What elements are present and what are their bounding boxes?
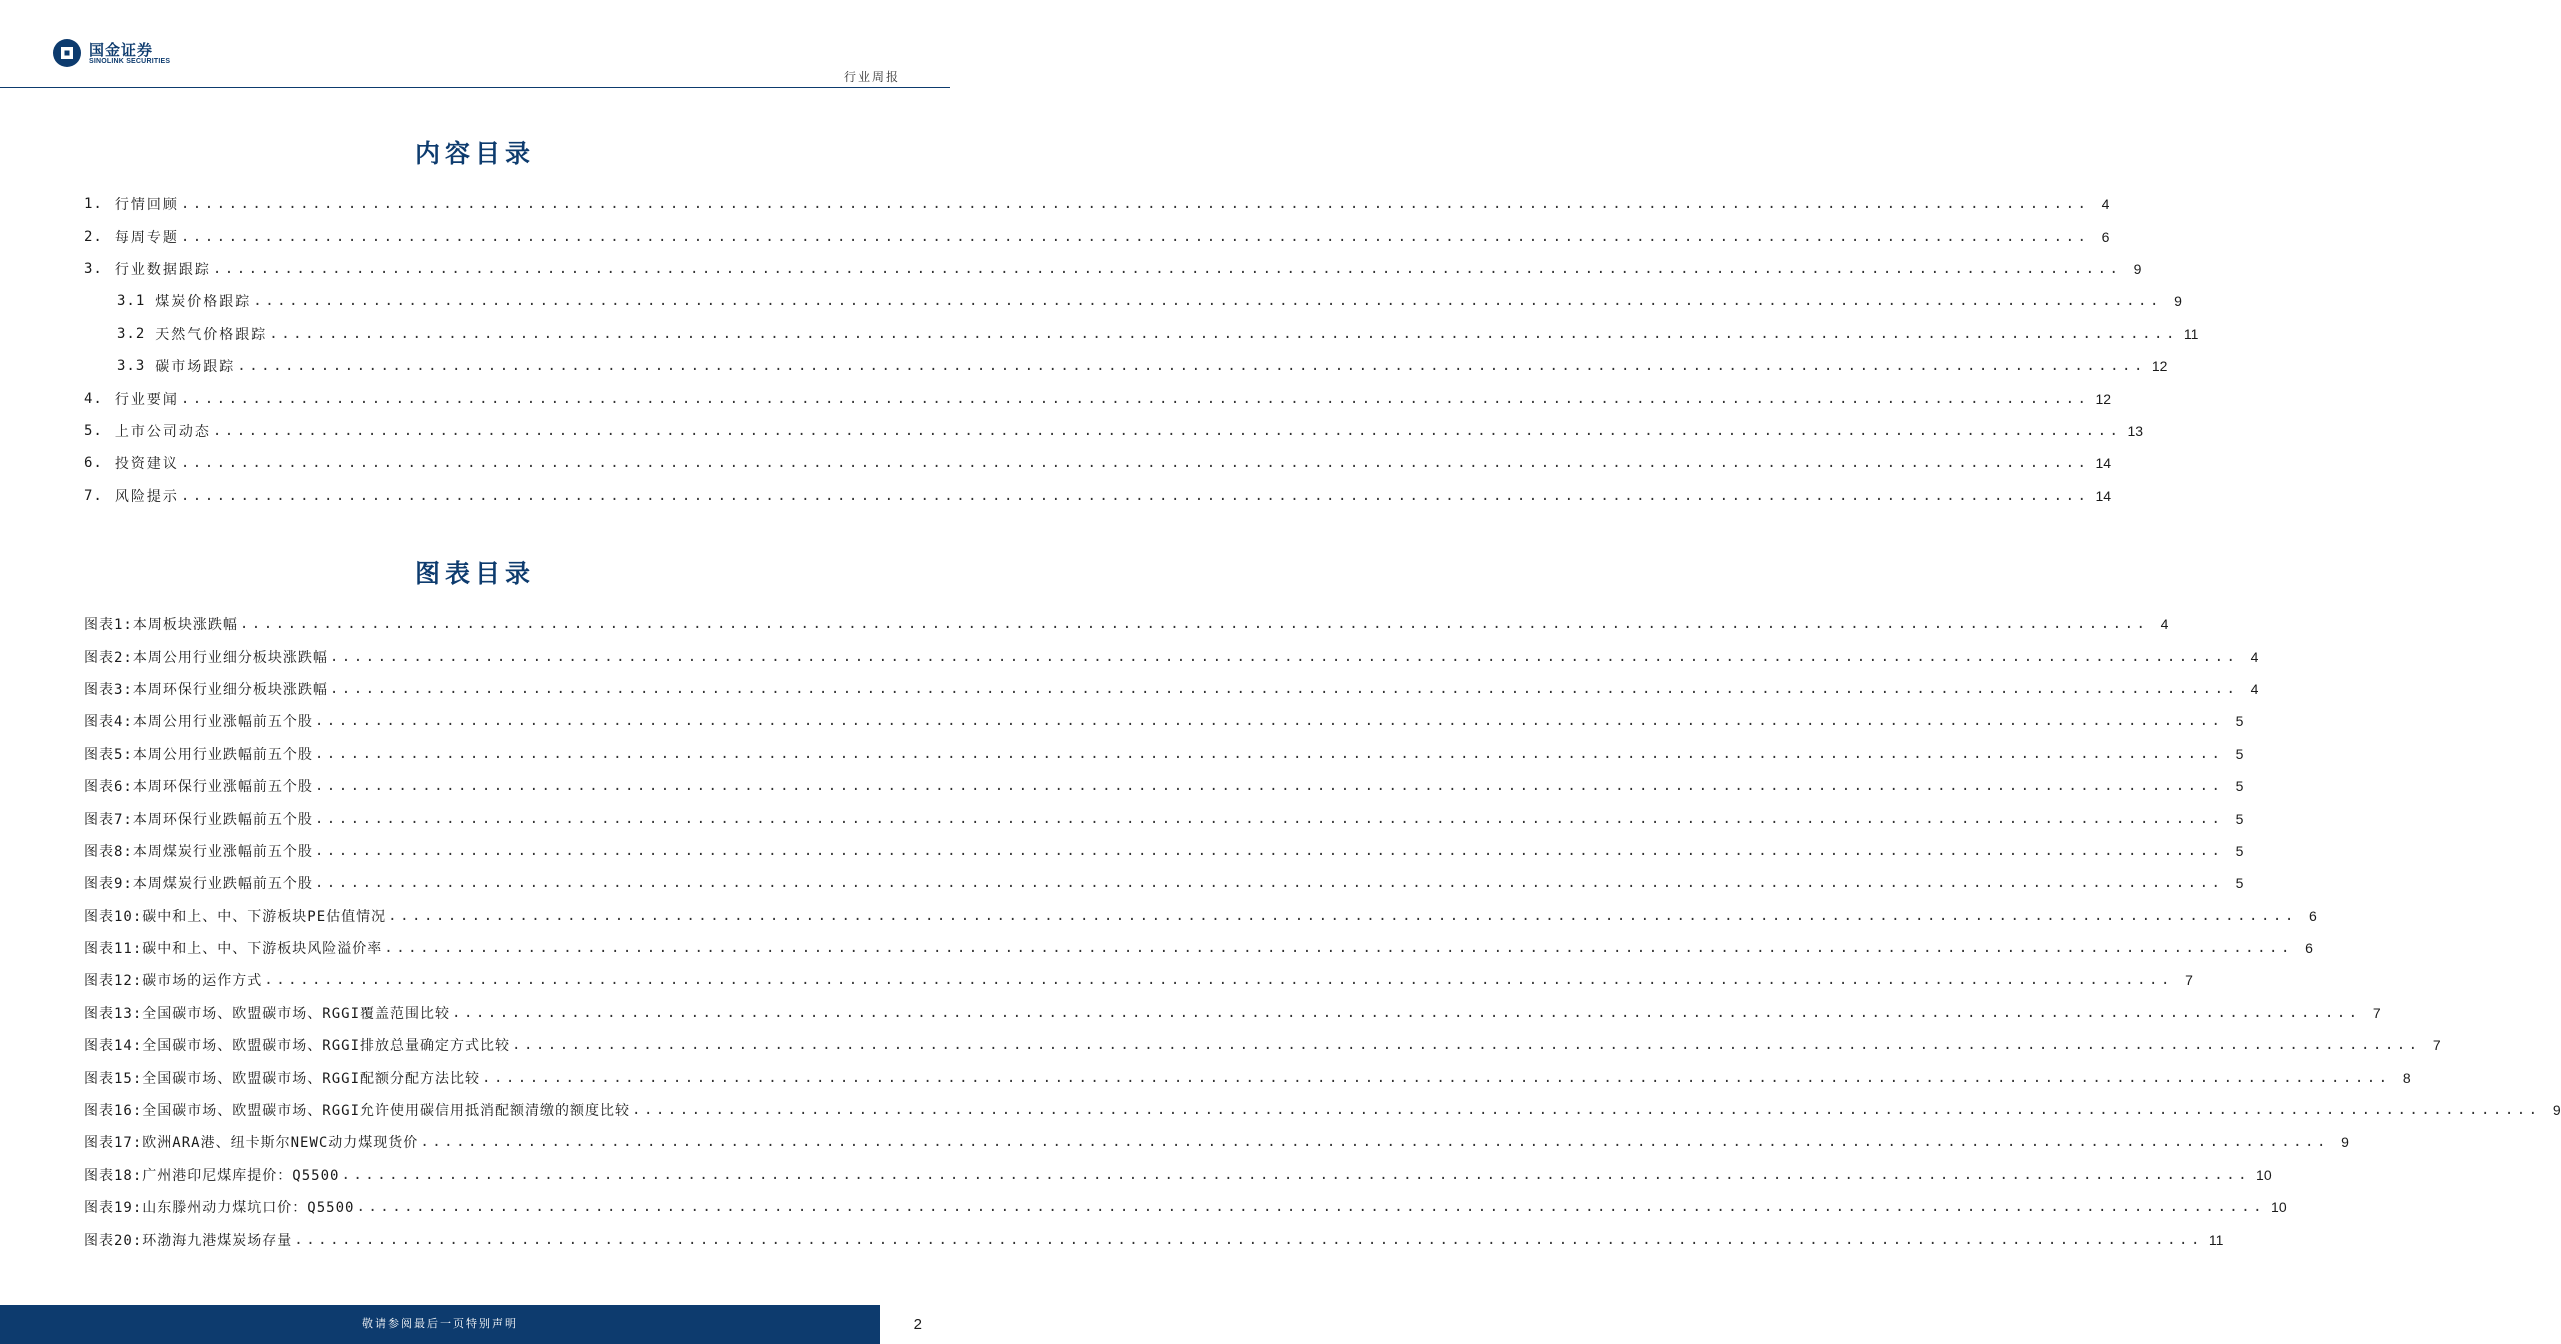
figure-entry[interactable] [84, 738, 2244, 770]
leader-dots: ................................................................................................................................................................ [482, 1069, 2391, 1086]
figure-entry[interactable] [84, 770, 2244, 802]
figure-label: 图表1: [84, 617, 133, 634]
figure-entry[interactable] [84, 802, 2244, 834]
figure-entry[interactable] [84, 1094, 2561, 1126]
figure-page-number: 5 [2235, 745, 2244, 762]
figure-entry[interactable] [84, 1191, 2287, 1223]
leader-dots: ................................................................................................................................................................ [212, 260, 2122, 277]
leader-dots: ................................................................................................................................................................ [329, 680, 2239, 697]
figure-title: 本周环保行业涨幅前五个股 [132, 779, 313, 796]
leader-dots: ................................................................................................................................................................ [314, 842, 2224, 859]
figure-title: 本周煤炭行业涨幅前五个股 [132, 843, 313, 860]
leader-dots: ................................................................................................................................................................ [180, 390, 2090, 407]
entry-number: 3.2 [117, 325, 146, 342]
figure-label: 图表2: [84, 649, 133, 666]
figure-page-number: 11 [2208, 1231, 2224, 1248]
figure-label: 图表11: [84, 941, 143, 958]
figure-label: 图表7: [84, 811, 133, 828]
figure-label: 图表8: [84, 843, 133, 860]
figure-page-number: 4 [2250, 680, 2259, 697]
entry-title: 投资建议 [114, 456, 179, 473]
contents-list [84, 188, 2199, 512]
entry-page-number: 6 [2101, 228, 2110, 245]
figure-entry[interactable] [84, 1061, 2411, 1093]
figure-page-number: 10 [2271, 1199, 2287, 1216]
figure-title: 碳中和上、中、下游板块PE估值情况 [142, 908, 387, 925]
figure-entry[interactable] [84, 1159, 2272, 1191]
figure-page-number: 10 [2256, 1166, 2272, 1183]
leader-dots: ................................................................................................................................................................ [239, 616, 2149, 633]
figure-page-number: 6 [2308, 907, 2317, 924]
report-type: 行业周报 [843, 70, 900, 84]
figures-list [84, 608, 2561, 1256]
header-divider [0, 87, 950, 88]
figure-title: 欧洲ARA港、纽卡斯尔NEWC动力煤现货价 [142, 1135, 419, 1152]
figure-page-number: 4 [2160, 616, 2169, 633]
leader-dots: ................................................................................................................................................................ [384, 940, 2293, 957]
figure-page-number: 5 [2235, 778, 2244, 795]
contents-entry[interactable] [84, 253, 2142, 285]
figure-page-number: 5 [2235, 810, 2244, 827]
entry-number: 3. [84, 260, 103, 277]
figure-label: 图表10: [84, 908, 143, 925]
figure-entry[interactable] [84, 1126, 2349, 1158]
leader-dots: ................................................................................................................................................................ [180, 487, 2090, 504]
figure-title: 全国碳市场、欧盟碳市场、RGGI排放总量确定方式比较 [142, 1038, 511, 1055]
entry-title: 行情回顾 [114, 197, 179, 214]
entry-number: 3.1 [117, 293, 146, 310]
figure-title: 本周公用行业跌幅前五个股 [132, 746, 313, 763]
leader-dots: ................................................................................................................................................................ [314, 875, 2224, 892]
figure-label: 图表13: [84, 1005, 143, 1022]
figure-label: 图表4: [84, 714, 133, 731]
figure-entry[interactable] [84, 867, 2244, 899]
leader-dots: ................................................................................................................................................................ [180, 455, 2090, 472]
figure-title: 本周环保行业细分板块涨跌幅 [132, 681, 328, 698]
entry-page-number: 14 [2095, 455, 2112, 472]
figure-page-number: 8 [2402, 1069, 2411, 1086]
contents-entry[interactable] [84, 415, 2144, 447]
contents-entry[interactable] [84, 285, 2182, 317]
leader-dots: ................................................................................................................................................................ [264, 972, 2173, 989]
contents-entry[interactable] [84, 480, 2112, 512]
entry-title: 上市公司动态 [114, 423, 211, 440]
entry-page-number: 14 [2095, 487, 2112, 504]
figure-label: 图表17: [84, 1135, 143, 1152]
entry-page-number: 9 [2133, 260, 2142, 277]
figure-title: 本周公用行业涨幅前五个股 [132, 714, 313, 731]
contents-title: 内容目录 [414, 139, 535, 168]
entry-title: 碳市场跟踪 [155, 359, 236, 376]
figure-page-number: 6 [2305, 940, 2313, 957]
figure-title: 广州港印尼煤库提价：Q5500 [142, 1167, 340, 1184]
figure-title: 全国碳市场、欧盟碳市场、RGGI允许使用碳信用抵消配额清缴的额度比较 [142, 1103, 631, 1120]
entry-number: 5. [84, 422, 103, 439]
contents-entry[interactable] [84, 220, 2110, 252]
figure-label: 图表19: [84, 1200, 143, 1217]
figure-entry[interactable] [84, 608, 2169, 640]
figure-entry[interactable] [84, 900, 2317, 932]
figure-title: 本周公用行业细分板块涨跌幅 [132, 649, 328, 666]
leader-dots: ................................................................................................................................................................ [452, 1004, 2361, 1021]
figure-page-number: 9 [2341, 1134, 2349, 1151]
figure-label: 图表9: [84, 876, 133, 893]
figure-page-number: 5 [2235, 842, 2244, 859]
contents-entry[interactable] [84, 318, 2199, 350]
figure-page-number: 9 [2552, 1102, 2561, 1119]
entry-title: 煤炭价格跟踪 [155, 294, 252, 311]
logo-chinese-name: 国金证券 [89, 41, 154, 59]
leader-dots: ................................................................................................................................................................ [269, 325, 2178, 342]
entry-title: 每周专题 [114, 229, 179, 246]
figure-page-number: 5 [2235, 713, 2244, 730]
contents-entry[interactable] [84, 350, 2168, 382]
figure-entry[interactable] [84, 964, 2193, 996]
figure-label: 图表3: [84, 681, 133, 698]
leader-dots: ................................................................................................................................................................ [341, 1166, 2251, 1183]
figure-title: 本周板块涨跌幅 [132, 617, 238, 634]
figure-label: 图表16: [84, 1103, 143, 1120]
figure-title: 山东滕州动力煤坑口价：Q5500 [142, 1200, 355, 1217]
figure-page-number: 7 [2185, 972, 2193, 989]
leader-dots: ................................................................................................................................................................ [180, 228, 2090, 245]
entry-number: 6. [84, 455, 103, 472]
entry-page-number: 9 [2174, 293, 2182, 310]
figures-title: 图表目录 [414, 559, 535, 588]
figure-entry[interactable] [84, 673, 2259, 705]
figure-label: 图表6: [84, 779, 133, 796]
figure-entry[interactable] [84, 835, 2244, 867]
figure-label: 图表18: [84, 1167, 143, 1184]
entry-page-number: 11 [2183, 325, 2199, 342]
figure-title: 全国碳市场、欧盟碳市场、RGGI覆盖范围比较 [142, 1005, 451, 1022]
page-number: 2 [880, 1305, 950, 1344]
figure-entry[interactable] [84, 1223, 2224, 1255]
leader-dots: ................................................................................................................................................................ [512, 1037, 2421, 1054]
leader-dots: ................................................................................................................................................................ [180, 196, 2090, 213]
figure-label: 图表12: [84, 973, 143, 990]
entry-title: 天然气价格跟踪 [155, 326, 268, 343]
contents-entry[interactable] [84, 188, 2110, 220]
leader-dots: ................................................................................................................................................................ [294, 1231, 2203, 1248]
leader-dots: ................................................................................................................................................................ [314, 745, 2224, 762]
figure-entry[interactable] [84, 705, 2244, 737]
entry-title: 行业数据跟踪 [114, 261, 211, 278]
entry-title: 行业要闻 [114, 391, 179, 408]
leader-dots: ................................................................................................................................................................ [314, 778, 2224, 795]
figure-page-number: 4 [2250, 648, 2259, 665]
leader-dots: ................................................................................................................................................................ [632, 1102, 2541, 1119]
leader-dots: ................................................................................................................................................................ [314, 713, 2224, 730]
leader-dots: ................................................................................................................................................................ [212, 422, 2122, 439]
figure-title: 本周环保行业跌幅前五个股 [132, 811, 313, 828]
entry-number: 4. [84, 390, 103, 407]
entry-page-number: 4 [2101, 196, 2110, 213]
leader-dots: ................................................................................................................................................................ [253, 293, 2162, 310]
entry-title: 风险提示 [114, 488, 179, 505]
entry-page-number: 12 [2151, 358, 2168, 375]
logo-english-name: SINOLINK SECURITIES [89, 58, 171, 65]
figure-label: 图表20: [84, 1232, 143, 1249]
figure-label: 图表5: [84, 746, 133, 763]
figure-entry[interactable] [84, 640, 2259, 672]
footer-disclaimer: 敬请参阅最后一页特别声明 [362, 1317, 518, 1330]
leader-dots: ................................................................................................................................................................ [314, 810, 2224, 827]
leader-dots: ................................................................................................................................................................ [329, 648, 2239, 665]
figure-entry[interactable] [84, 932, 2313, 964]
figure-page-number: 7 [2372, 1004, 2381, 1021]
entry-number: 7. [84, 487, 103, 504]
entry-number: 2. [84, 228, 103, 245]
figure-label: 图表15: [84, 1070, 143, 1087]
figure-page-number: 5 [2235, 875, 2244, 892]
sinolink-logo-icon [52, 38, 82, 68]
leader-dots: ................................................................................................................................................................ [237, 358, 2146, 375]
figure-page-number: 7 [2432, 1037, 2441, 1054]
figure-title: 全国碳市场、欧盟碳市场、RGGI配额分配方法比较 [142, 1070, 481, 1087]
contents-entry[interactable] [84, 447, 2112, 479]
leader-dots: ................................................................................................................................................................ [356, 1199, 2266, 1216]
figure-entry[interactable] [84, 1029, 2441, 1061]
figure-title: 碳市场的运作方式 [142, 973, 263, 990]
figure-entry[interactable] [84, 997, 2381, 1029]
figure-title: 本周煤炭行业跌幅前五个股 [132, 876, 313, 893]
company-logo [52, 38, 192, 70]
figure-title: 环渤海九港煤炭场存量 [142, 1232, 293, 1249]
contents-entry[interactable] [84, 382, 2112, 414]
figure-title: 碳中和上、中、下游板块风险溢价率 [142, 941, 383, 958]
entry-page-number: 12 [2095, 390, 2112, 407]
entry-page-number: 13 [2127, 422, 2144, 439]
figure-label: 图表14: [84, 1038, 143, 1055]
entry-number: 3.3 [117, 358, 146, 375]
leader-dots: ................................................................................................................................................................ [388, 907, 2297, 924]
page-header [0, 0, 950, 90]
entry-number: 1. [84, 196, 103, 213]
leader-dots: ................................................................................................................................................................ [420, 1134, 2329, 1151]
page-footer [0, 1305, 950, 1344]
